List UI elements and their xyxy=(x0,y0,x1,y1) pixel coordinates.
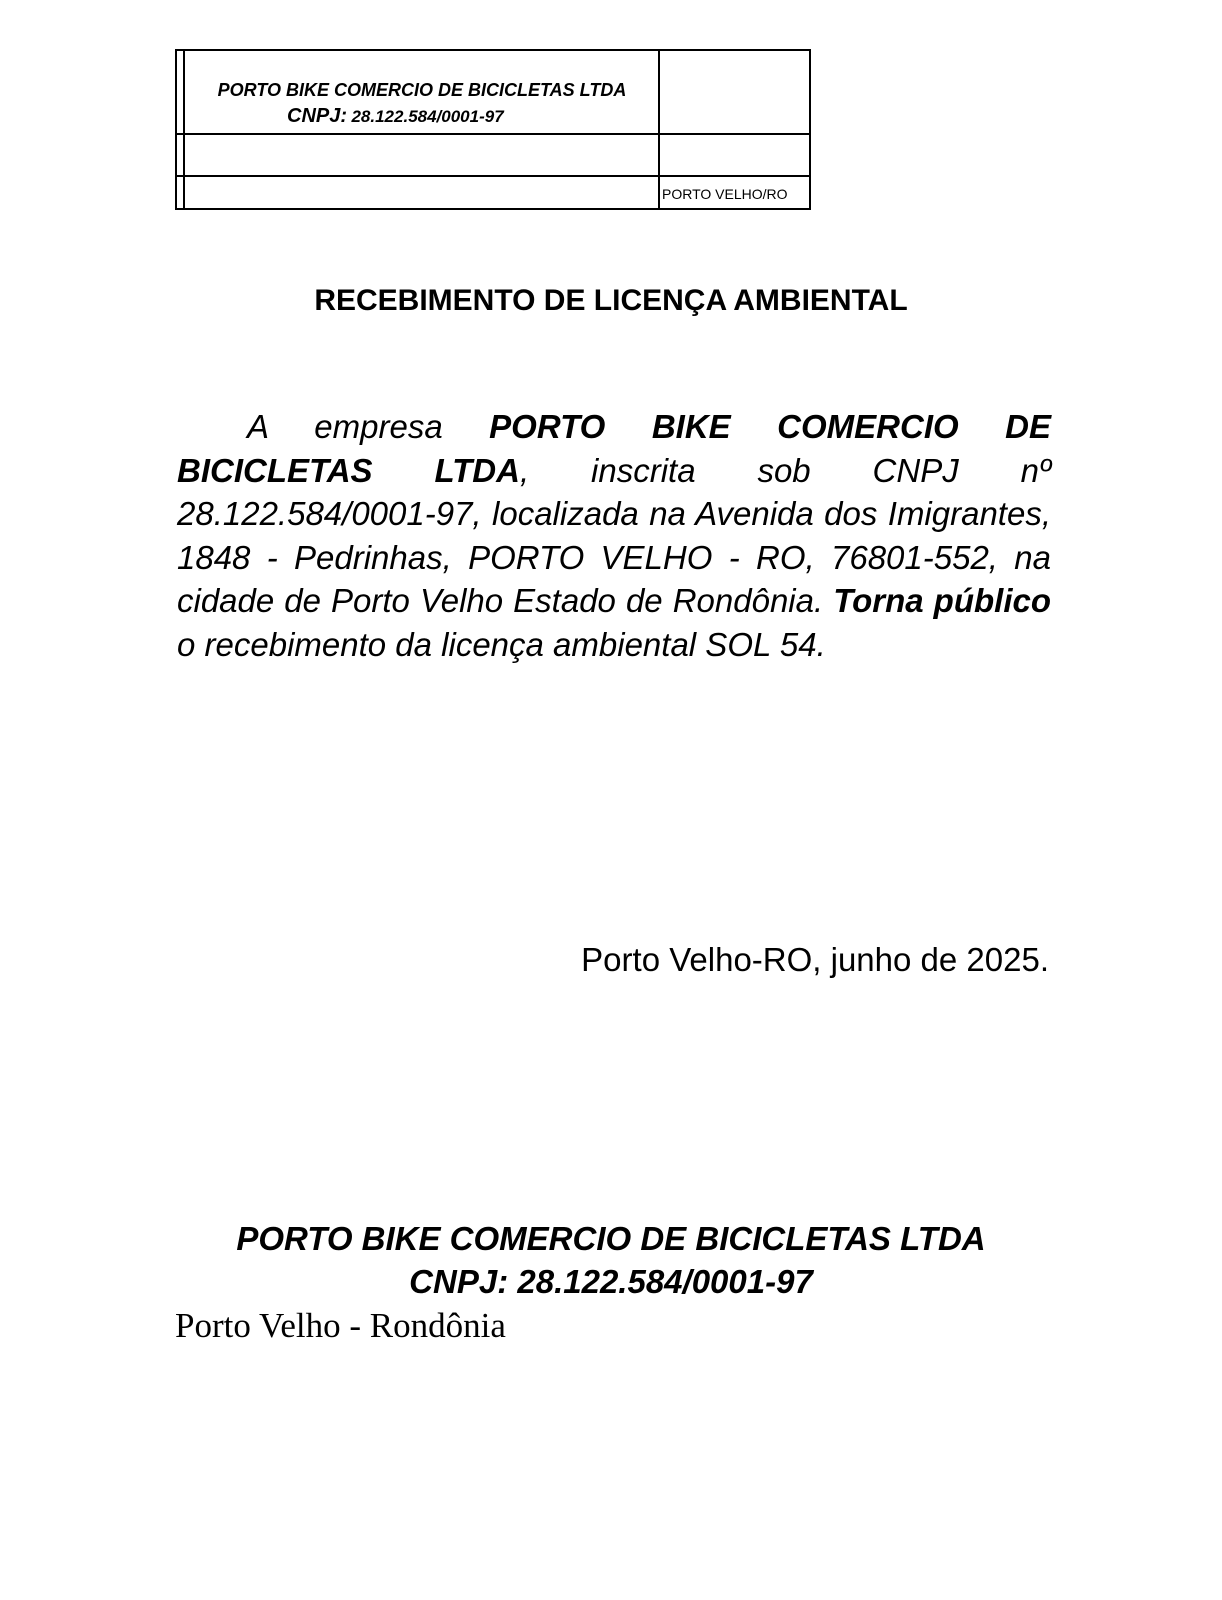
header-cnpj-label: CNPJ: xyxy=(287,105,348,127)
header-cnpj-value: 28.122.584/0001-97 xyxy=(351,107,504,126)
header-table xyxy=(175,49,811,210)
footer-company-name: PORTO BIKE COMERCIO DE BICICLETAS LTDA xyxy=(236,1220,986,1257)
header-cnpj xyxy=(287,103,504,131)
header-city: PORTO VELHO/RO xyxy=(662,186,788,202)
header-column-divider xyxy=(658,51,660,208)
body-text-part1: A empresa xyxy=(247,408,490,445)
body-text-part2: , inscrita sob CNPJ nº 28.122.584/0001-97, localizada na Avenida dos Imigrantes, 1848 - Pedrinhas, PORTO VELHO - RO, 76801-552, na cidade de Porto Velho Estado de Rondônia. xyxy=(177,451,1051,619)
document-title: RECEBIMENTO DE LICENÇA AMBIENTAL xyxy=(314,284,908,317)
body-paragraph xyxy=(177,405,1051,666)
header-row-divider xyxy=(177,175,809,177)
body-emphasis: Torna público xyxy=(833,582,1051,619)
footer-cnpj-label: CNPJ: xyxy=(409,1263,509,1300)
header-left-rule xyxy=(183,51,185,208)
body-company-name: PORTO BIKE COMERCIO DE BICICLETAS LTDA xyxy=(177,408,1051,489)
footer-cnpj xyxy=(0,1262,1222,1302)
date-line: Porto Velho-RO, junho de 2025. xyxy=(581,941,1049,978)
footer-cnpj-value: 28.122.584/0001-97 xyxy=(517,1263,813,1300)
header-row-divider xyxy=(177,133,809,135)
footer-city: Porto Velho - Rondônia xyxy=(175,1306,506,1345)
body-text-part3: o recebimento da licença ambiental SOL 54. xyxy=(177,625,826,663)
header-company-name: PORTO BIKE COMERCIO DE BICICLETAS LTDA xyxy=(217,80,627,100)
